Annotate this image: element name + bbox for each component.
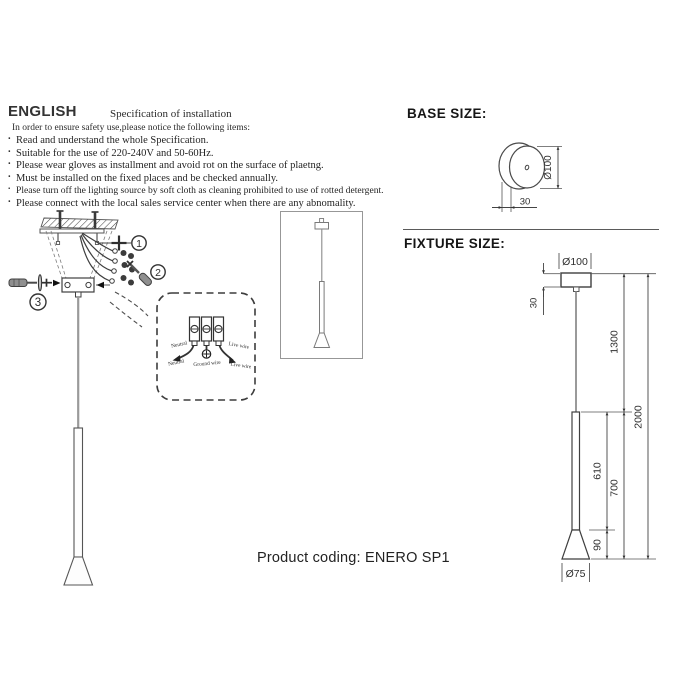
safety-item: . Read and understand the whole Specification. (6, 135, 391, 146)
wire-ends (110, 249, 118, 284)
installation-diagram (0, 205, 270, 600)
fixture-top-diameter-label: Ø100 (562, 256, 588, 268)
detail-leader-lines (110, 292, 148, 327)
wire-label-neutral-top: Neutral (170, 340, 188, 350)
safety-item: . Please connect with the local sales service center when there are any abnomality. (6, 198, 391, 209)
canopy-bracket (62, 278, 110, 297)
language-heading: ENGLISH (8, 103, 77, 120)
fixture-cord-length-label: 1300 (608, 330, 621, 354)
base-depth-label: 30 (519, 196, 531, 208)
fixture-cone-height-label: 90 (591, 539, 604, 551)
wire-label-live-bottom: Live wire (230, 361, 252, 371)
base-diameter-label: Ø100 (543, 155, 554, 180)
lamp-preview-box (280, 211, 363, 359)
product-coding: Product coding: ENERO SP1 (257, 550, 450, 566)
base-size-diagram (400, 125, 680, 225)
fixture-overall-length-label: 2000 (632, 405, 645, 429)
svg-text:3: 3 (34, 297, 42, 310)
fixture-canopy-height-label: 30 (528, 297, 540, 309)
pendant-lamp (64, 297, 93, 585)
section-divider (403, 229, 659, 230)
screwdriver-icon (9, 275, 61, 291)
safety-intro: In order to ensure safety use,please notice the following items: (12, 123, 250, 133)
svg-text:1: 1 (136, 237, 142, 250)
fixture-tube-length-label: 610 (591, 462, 604, 480)
terminal-block (190, 317, 224, 346)
safety-item: . Please wear gloves as installment and avoid rot on the surface of plaetng. (6, 160, 391, 171)
wire-label-ground: Ground wire (193, 359, 221, 369)
spec-title: Specification of installation (110, 108, 232, 120)
wiring-detail (157, 293, 255, 400)
lamp-preview-drawing (281, 212, 362, 358)
safety-item: . Must be installed on the fixed places and be checked annually. (6, 173, 391, 184)
fixture-body-length-label: 700 (608, 479, 621, 497)
fixture-bottom-diameter-label: Ø75 (565, 568, 586, 580)
step-1-badge (132, 236, 146, 250)
safety-item: . Please turn off the lighting source by soft cloth as cleaning prohibited to use of rotted detergent. (6, 185, 391, 196)
fixture-outline (561, 273, 591, 559)
safety-list (6, 135, 391, 210)
step-2-badge (151, 265, 165, 279)
ceiling-slab (40, 211, 118, 245)
ground-symbol-icon (202, 350, 210, 358)
safety-item: . Suitable for the use of 220-240V and 50-60Hz. (6, 148, 391, 159)
wire-label-live-top: Live wire (228, 341, 250, 351)
svg-text:2: 2 (155, 266, 161, 279)
fixture-size-diagram (400, 245, 700, 595)
step-3-badge (30, 294, 46, 310)
wire-label-neutral-bottom: Neutral (167, 358, 185, 368)
base-size-heading: BASE SIZE: (407, 106, 487, 121)
fixture-size-heading: FIXTURE SIZE: (404, 236, 506, 251)
